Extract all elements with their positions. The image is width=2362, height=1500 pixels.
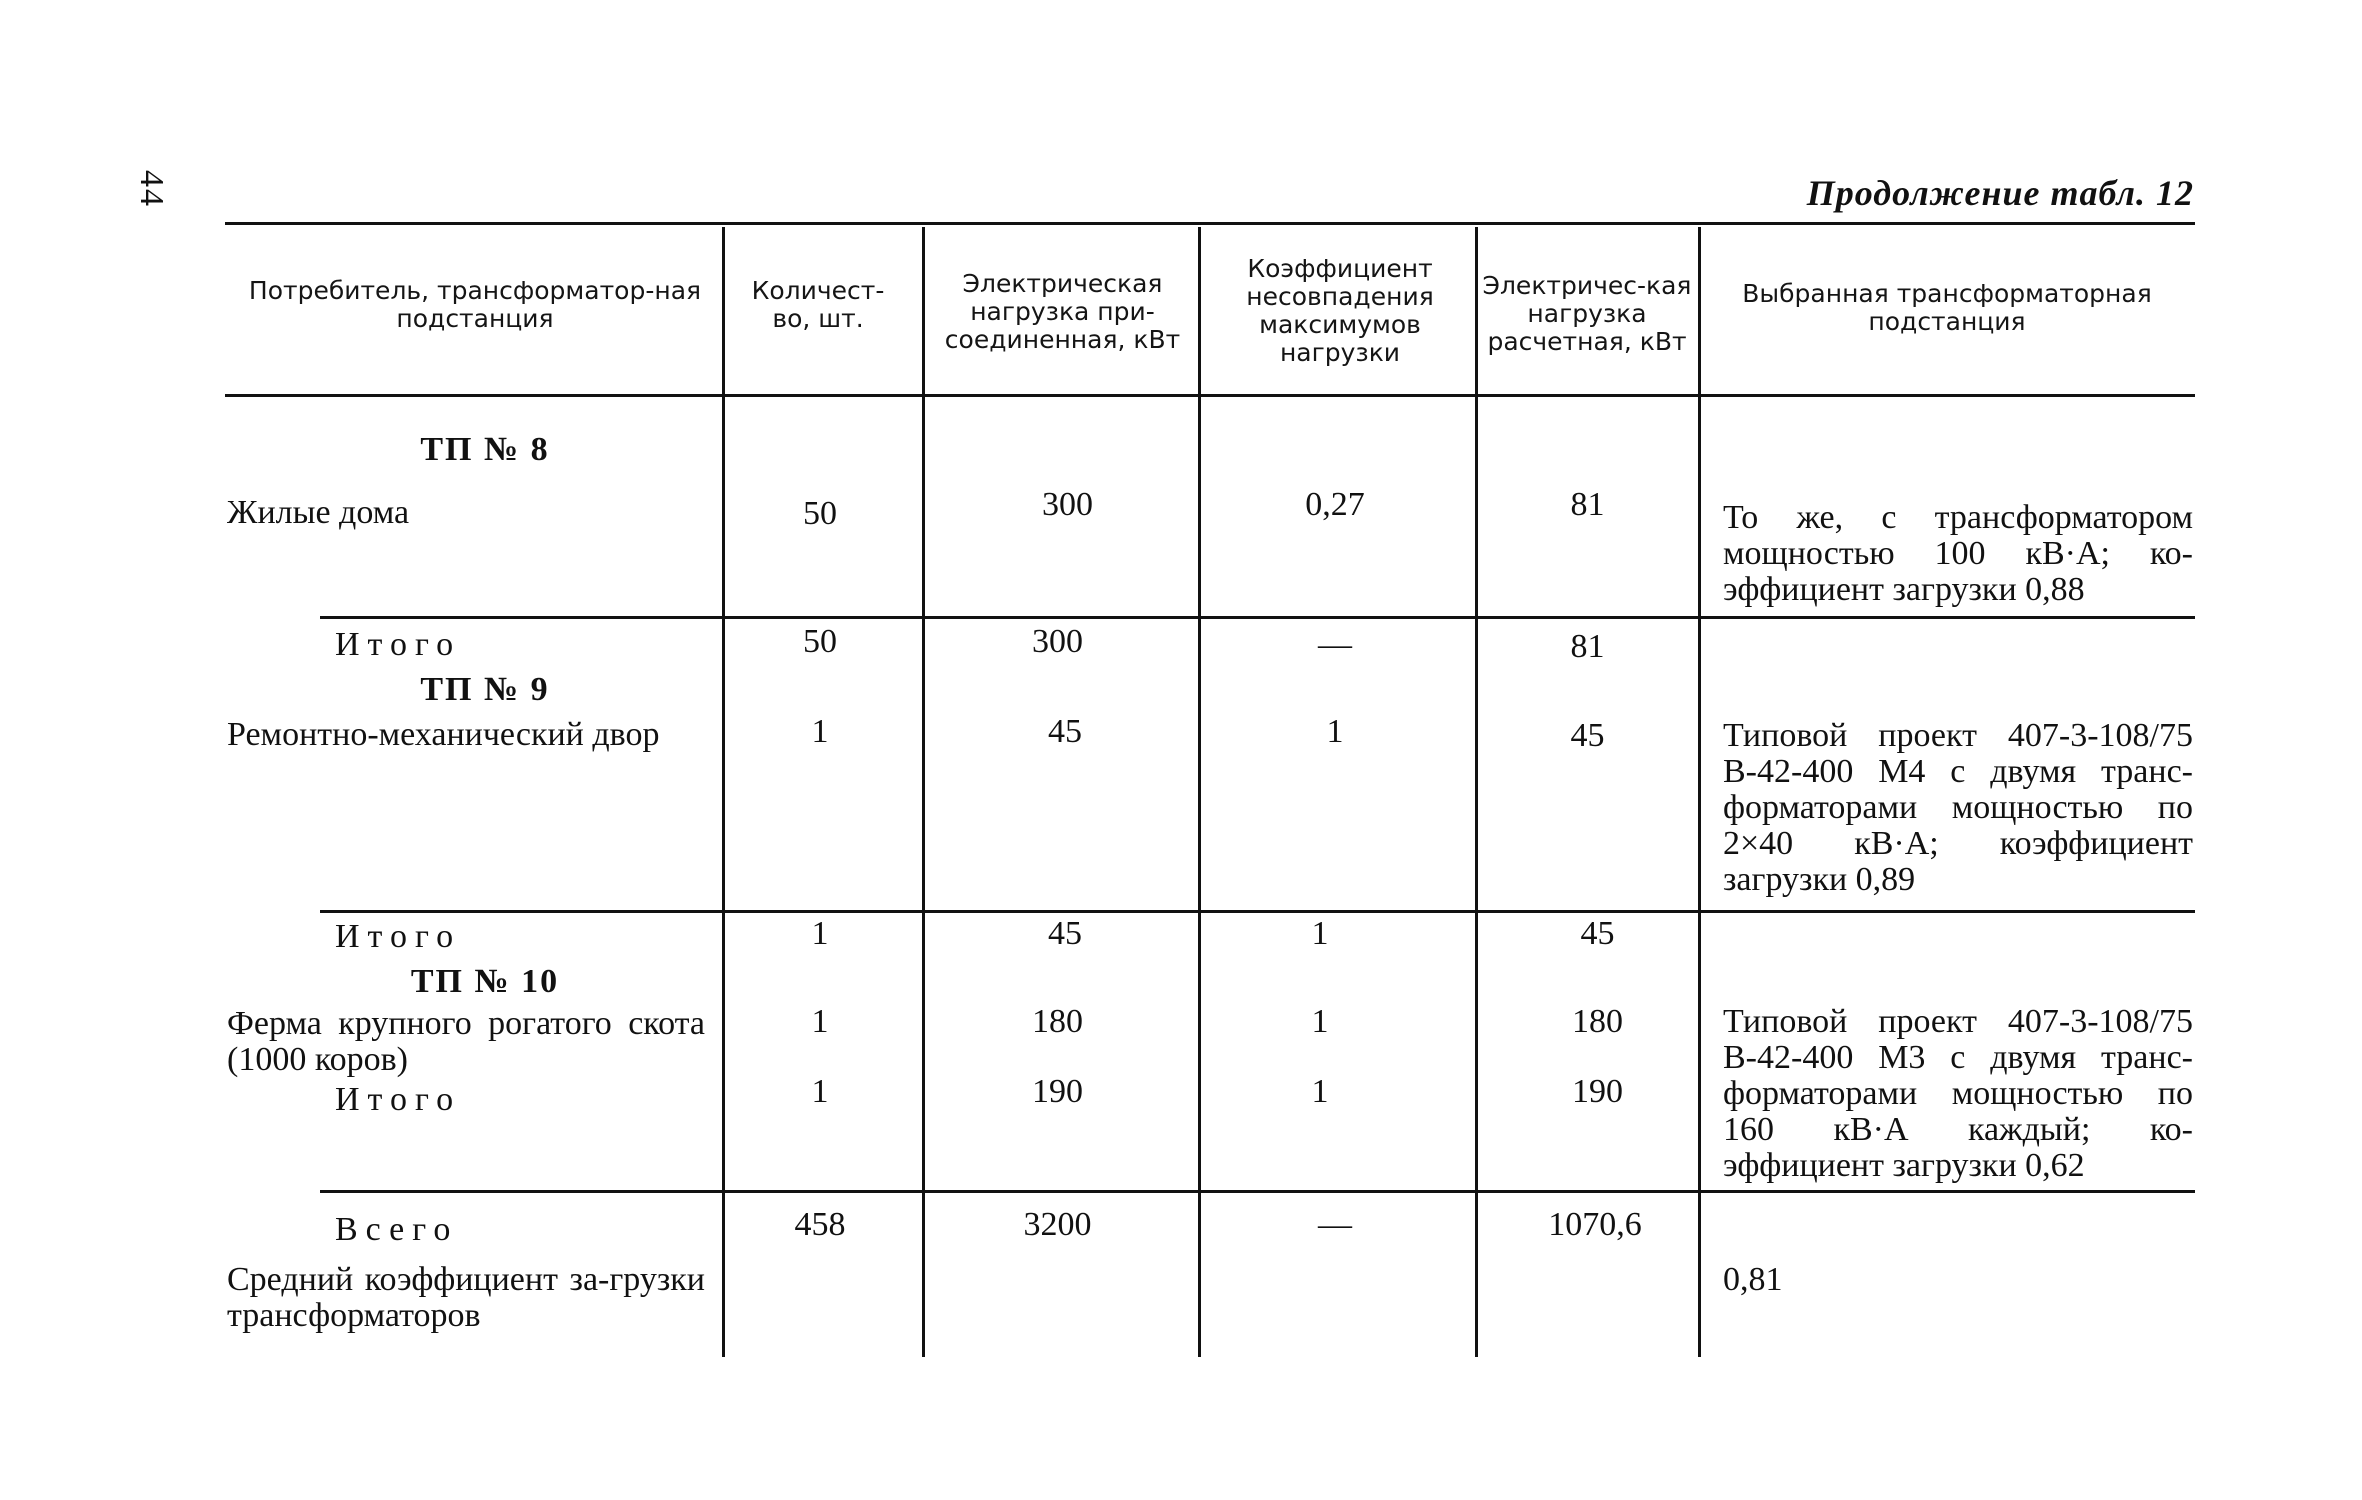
section-title-tp8: ТП № 8 bbox=[420, 431, 550, 468]
header-bottom-rule bbox=[225, 394, 2195, 397]
subtotal-label: Итого bbox=[335, 626, 462, 663]
subtotal-connected-load: 300 bbox=[1032, 623, 1083, 660]
calculated-load-value: 180 bbox=[1572, 1003, 1623, 1040]
quantity-value: 1 bbox=[811, 1003, 829, 1040]
page-number: 44 bbox=[133, 170, 170, 208]
subtotal-quantity: 50 bbox=[803, 623, 837, 660]
row-rule-tp8 bbox=[720, 616, 2195, 619]
grand-total-coefficient: — bbox=[1318, 1206, 1352, 1243]
subtotal-quantity: 1 bbox=[811, 1073, 829, 1110]
subtotal-connected-load: 190 bbox=[1032, 1073, 1083, 1110]
quantity-value: 1 bbox=[811, 713, 829, 750]
row-rule-tp9-name bbox=[320, 910, 720, 913]
subtotal-calculated-load: 45 bbox=[1580, 915, 1615, 952]
consumer-name: Ферма крупного рогатого скота (1000 коров) bbox=[227, 1005, 705, 1078]
subtotal-label: Итого bbox=[335, 1081, 462, 1118]
grand-total-calculated-load: 1070,6 bbox=[1548, 1206, 1642, 1243]
header-quantity: Количест-во, шт. bbox=[751, 276, 885, 333]
section-title-tp10: ТП № 10 bbox=[410, 963, 560, 1000]
row-rule-tp9 bbox=[720, 910, 2195, 913]
coefficient-value: 0,27 bbox=[1305, 486, 1365, 523]
grand-total-label: Всего bbox=[335, 1211, 459, 1248]
load-table bbox=[225, 222, 2195, 1372]
header-calculated-load: Электричес-кая нагрузка расчетная, кВт bbox=[1482, 271, 1692, 356]
table-continuation-caption: Продолжение табл. 12 bbox=[1806, 173, 2194, 213]
table-top-rule bbox=[225, 222, 2195, 225]
column-divider-4 bbox=[1475, 227, 1478, 1357]
quantity-value: 50 bbox=[803, 495, 837, 532]
connected-load-value: 300 bbox=[1042, 486, 1093, 523]
calculated-load-value: 45 bbox=[1570, 717, 1605, 754]
selected-substation-text: Типовой проект 407-3-108/75 В-42-400 М3 с двумя транс-форматорами мощностью по 160 кВ·А каждый; ко-эффициент загрузки 0,62 bbox=[1723, 1003, 2193, 1184]
connected-load-value: 45 bbox=[1048, 713, 1082, 750]
header-connected-load: Электрическая нагрузка при-соединенная, кВт bbox=[944, 269, 1181, 354]
subtotal-label: Итого bbox=[335, 918, 462, 955]
grand-total-quantity: 458 bbox=[794, 1206, 846, 1243]
column-divider-3 bbox=[1198, 227, 1201, 1357]
row-rule-tp8-name bbox=[320, 616, 720, 619]
subtotal-quantity: 1 bbox=[811, 915, 829, 952]
calculated-load-value: 81 bbox=[1570, 486, 1605, 523]
subtotal-coefficient: 1 bbox=[1311, 915, 1329, 952]
selected-substation-text: Типовой проект 407-3-108/75 В-42-400 М4 с двумя транс-форматорами мощностью по 2×40 кВ·А; коэффициент загрузки 0,89 bbox=[1723, 717, 2193, 898]
connected-load-value: 180 bbox=[1032, 1003, 1083, 1040]
selected-substation-text: То же, с трансформатором мощностью 100 кВ·А; ко-эффициент загрузки 0,88 bbox=[1723, 499, 2193, 608]
column-divider-1 bbox=[722, 227, 725, 1357]
header-coefficient: Коэффициент несовпадения максимумов нагрузки bbox=[1246, 254, 1434, 367]
coefficient-value: 1 bbox=[1311, 1003, 1329, 1040]
subtotal-connected-load: 45 bbox=[1048, 915, 1082, 952]
subtotal-coefficient: 1 bbox=[1311, 1073, 1329, 1110]
average-coefficient-label: Средний коэффициент за-грузки трансформаторов bbox=[227, 1261, 705, 1334]
average-coefficient-value: 0,81 bbox=[1723, 1261, 1783, 1298]
section-title-tp9: ТП № 9 bbox=[420, 671, 550, 708]
subtotal-coefficient: — bbox=[1318, 626, 1352, 663]
row-rule-tp10 bbox=[720, 1190, 2195, 1193]
grand-total-connected-load: 3200 bbox=[1023, 1206, 1092, 1243]
coefficient-value: 1 bbox=[1326, 713, 1344, 750]
subtotal-calculated-load: 190 bbox=[1572, 1073, 1623, 1110]
header-consumer: Потребитель, трансформатор-ная подстанция bbox=[248, 276, 702, 333]
row-rule-tp10-name bbox=[320, 1190, 720, 1193]
subtotal-calculated-load: 81 bbox=[1570, 628, 1605, 665]
consumer-name: Жилые дома bbox=[227, 494, 410, 531]
column-divider-2 bbox=[922, 227, 925, 1357]
column-divider-5 bbox=[1698, 227, 1701, 1357]
consumer-name: Ремонтно-механический двор bbox=[227, 716, 660, 753]
header-selected-substation: Выбранная трансформаторная подстанция bbox=[1742, 279, 2152, 336]
